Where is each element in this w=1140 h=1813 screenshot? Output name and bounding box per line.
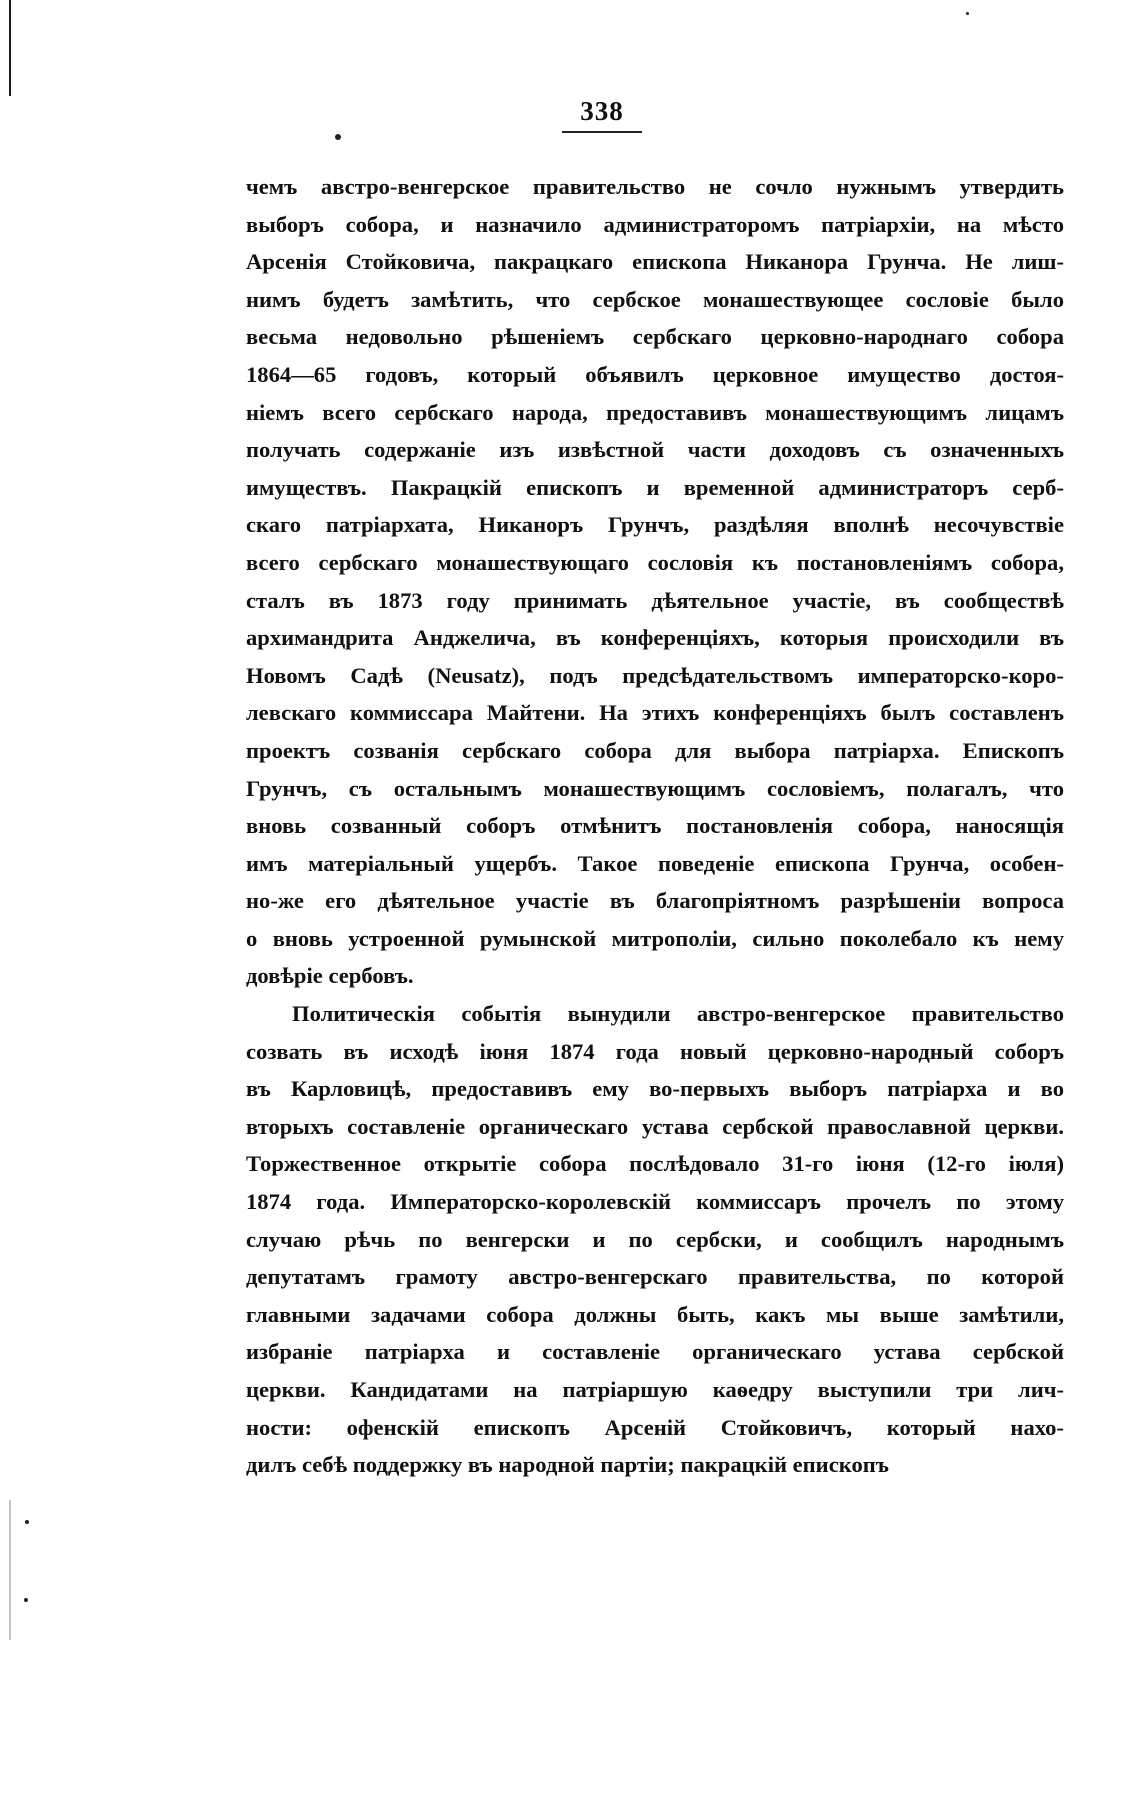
text-line: ніемъ всего сербскаго народа, предоставивъ монашествующимъ лицамъ <box>246 399 1064 425</box>
paragraph <box>246 995 1064 1484</box>
text-line: депутатамъ грамоту австро-венгерскаго правительства, по которой <box>246 1264 1064 1290</box>
text-line: Торжественное открытіе собора послѣдовало 31-го іюня (12-го іюля) <box>246 1151 1064 1177</box>
scan-speck <box>24 1598 28 1602</box>
text-line: вновь созванный соборъ отмѣнитъ постановленія собора, наносящія <box>246 813 1064 839</box>
text-line: Арсенія Стойковича, пакрацкаго епископа Никанора Грунча. Не лиш- <box>246 249 1064 275</box>
text-line: весьма недовольно рѣшеніемъ сербскаго церковно-народнаго собора <box>246 324 1064 350</box>
text-line: 1874 года. Императорско-королевскій коммиссаръ прочелъ по этому <box>246 1189 1064 1215</box>
text-line: вторыхъ составленіе органическаго устава сербской православной церкви. <box>246 1113 1064 1139</box>
scan-edge-shadow <box>9 1500 11 1640</box>
body-text <box>246 168 1064 1484</box>
text-line: но-же его дѣятельное участіе въ благопріятномъ разрѣшеніи вопроса <box>246 888 1064 914</box>
scan-edge-line <box>9 0 11 96</box>
page-header <box>0 96 1140 133</box>
text-line: дилъ себѣ поддержку въ народной партіи; пакрацкій епископъ <box>246 1452 889 1478</box>
paragraph <box>246 168 1064 995</box>
text-line: проектъ созванія сербскаго собора для выбора патріарха. Епископъ <box>246 737 1064 763</box>
text-line: Грунчъ, съ остальнымъ монашествующимъ сословіемъ, полагалъ, что <box>246 775 1064 801</box>
page-number: 338 <box>562 96 642 133</box>
scan-speck <box>25 1520 29 1524</box>
text-line: скаго патріархата, Никаноръ Грунчъ, раздѣляя вполнѣ несочувствіе <box>246 512 1064 538</box>
text-line: довѣріе сербовъ. <box>246 963 414 989</box>
text-line: 1864—65 годовъ, который объявилъ церковное имущество достоя- <box>246 361 1064 387</box>
text-line: имуществъ. Пакрацкій епископъ и временной администраторъ серб- <box>246 474 1064 500</box>
text-line: имъ матеріальный ущербъ. Такое поведеніе епископа Грунча, особен- <box>246 850 1064 876</box>
text-line: о вновь устроенной румынской митрополіи, сильно поколебало къ нему <box>246 925 1064 951</box>
text-line: ности: офенскій епископъ Арсеній Стойковичъ, который нахо- <box>246 1414 1064 1440</box>
text-line: церкви. Кандидатами на патріаршую каѳедру выступили три лич- <box>246 1377 1064 1402</box>
text-line: чемъ австро-венгерское правительство не сочло нужнымъ утвердить <box>246 174 1064 199</box>
text-line: избраніе патріарха и составленіе органическаго устава сербской <box>246 1339 1064 1365</box>
text-line: нимъ будетъ замѣтить, что сербское монашествующее сословіе было <box>246 286 1064 312</box>
text-line: архимандрита Анджелича, въ конференціяхъ, которыя происходили въ <box>246 625 1064 651</box>
text-line: Политическія событія вынудили австро-венгерское правительство <box>292 1001 1064 1027</box>
text-line: всего сербскаго монашествующаго сословія къ постановленіямъ собора, <box>246 549 1064 575</box>
text-line: левскаго коммиссара Майтени. На этихъ конференціяхъ былъ составленъ <box>246 700 1064 726</box>
text-line: главными задачами собора должны быть, какъ мы выше замѣтили, <box>246 1301 1064 1327</box>
text-line: созвать въ исходѣ іюня 1874 года новый церковно-народный соборъ <box>246 1038 1064 1064</box>
scan-speck <box>966 12 969 15</box>
text-line: Новомъ Садѣ (Neusatz), подъ предсѣдательствомъ императорско-коро- <box>246 662 1064 688</box>
scan-speck <box>335 134 341 140</box>
text-line: случаю рѣчь по венгерски и по сербски, и сообщилъ народнымъ <box>246 1226 1064 1252</box>
text-line: сталъ въ 1873 году принимать дѣятельное участіе, въ сообществѣ <box>246 587 1064 613</box>
text-line: выборъ собора, и назначило администраторомъ патріархіи, на мѣсто <box>246 211 1064 237</box>
text-line: въ Карловицѣ, предоставивъ ему во-первыхъ выборъ патріарха и во <box>246 1076 1064 1102</box>
text-line: получать содержаніе изъ извѣстной части доходовъ съ означенныхъ <box>246 437 1064 463</box>
